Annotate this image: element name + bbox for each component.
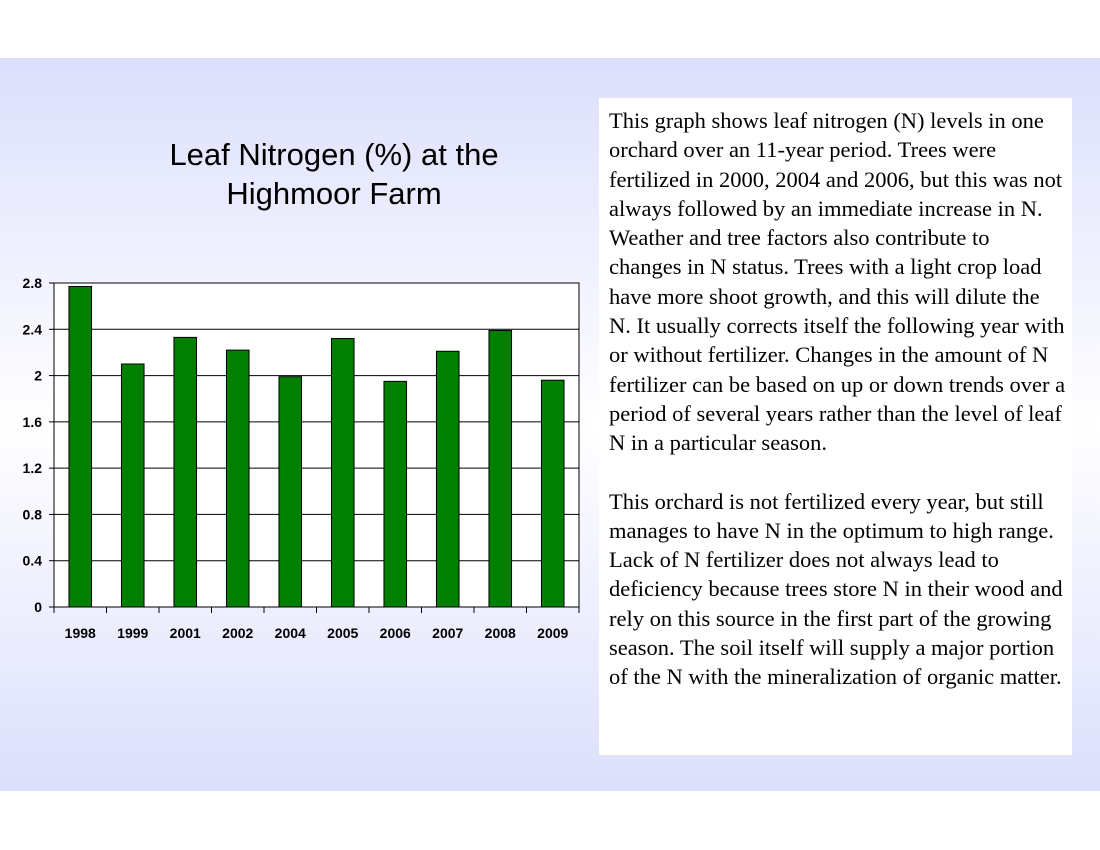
y-tick-label: 0.8 bbox=[22, 506, 42, 523]
x-tick-label: 2008 bbox=[484, 625, 516, 641]
bar-2009 bbox=[541, 380, 564, 607]
x-tick-label: 2009 bbox=[537, 625, 569, 641]
x-tick-label: 2002 bbox=[222, 625, 254, 641]
bar-2008 bbox=[489, 330, 512, 607]
bar-2007 bbox=[436, 351, 459, 607]
description-paragraph-2: This orchard is not fertilized every year, but still manages to have N in the optimum to high range. Lack of N fertilizer does not always lead to deficiency because trees store N in their wood and rely on this source in the first part of the growing season. The soil itself will supply a major portion of the N with the mineralization of organic matter. bbox=[609, 488, 1063, 690]
description-text-box bbox=[599, 98, 1072, 755]
y-tick-label: 1.2 bbox=[22, 460, 42, 477]
bar-1998 bbox=[69, 286, 92, 607]
bar-2001 bbox=[174, 337, 197, 607]
description-paragraph-1: This graph shows leaf nitrogen (N) levels in one orchard over an 11-year period. Trees were fertilized in 2000, 2004 and 2006, but this was not always followed by an immediate increase in N. Weather and tree factors also contribute to changes in N status. Trees with a light crop load have more shoot growth, and this will dilute the N. It usually corrects itself the following year with or without fertilizer. Changes in the amount of N fertilizer can be based on up or down trends over a period of several years rather than the level of leaf N in a particular season. bbox=[609, 108, 1066, 456]
x-tick-label: 2004 bbox=[274, 625, 306, 641]
x-tick-label: 1999 bbox=[117, 625, 149, 641]
y-tick-label: 0.4 bbox=[22, 552, 42, 569]
y-tick-label: 2.4 bbox=[22, 321, 42, 338]
x-tick-label: 2006 bbox=[379, 625, 411, 641]
bar-2004 bbox=[279, 377, 302, 607]
y-tick-label: 2.8 bbox=[22, 275, 42, 291]
bar-2002 bbox=[226, 350, 249, 607]
y-tick-label: 2 bbox=[34, 367, 42, 384]
chart-title: Leaf Nitrogen (%) at the Highmoor Farm bbox=[169, 137, 499, 211]
bar-2006 bbox=[384, 381, 407, 607]
x-tick-label: 2007 bbox=[432, 625, 464, 641]
bar-1999 bbox=[121, 364, 144, 607]
x-tick-label: 1998 bbox=[64, 625, 96, 641]
x-tick-label: 2005 bbox=[327, 625, 359, 641]
bar-2005 bbox=[331, 339, 354, 607]
y-tick-label: 1.6 bbox=[22, 413, 42, 430]
x-tick-label: 2001 bbox=[169, 625, 201, 641]
y-tick-label: 0 bbox=[34, 599, 42, 615]
